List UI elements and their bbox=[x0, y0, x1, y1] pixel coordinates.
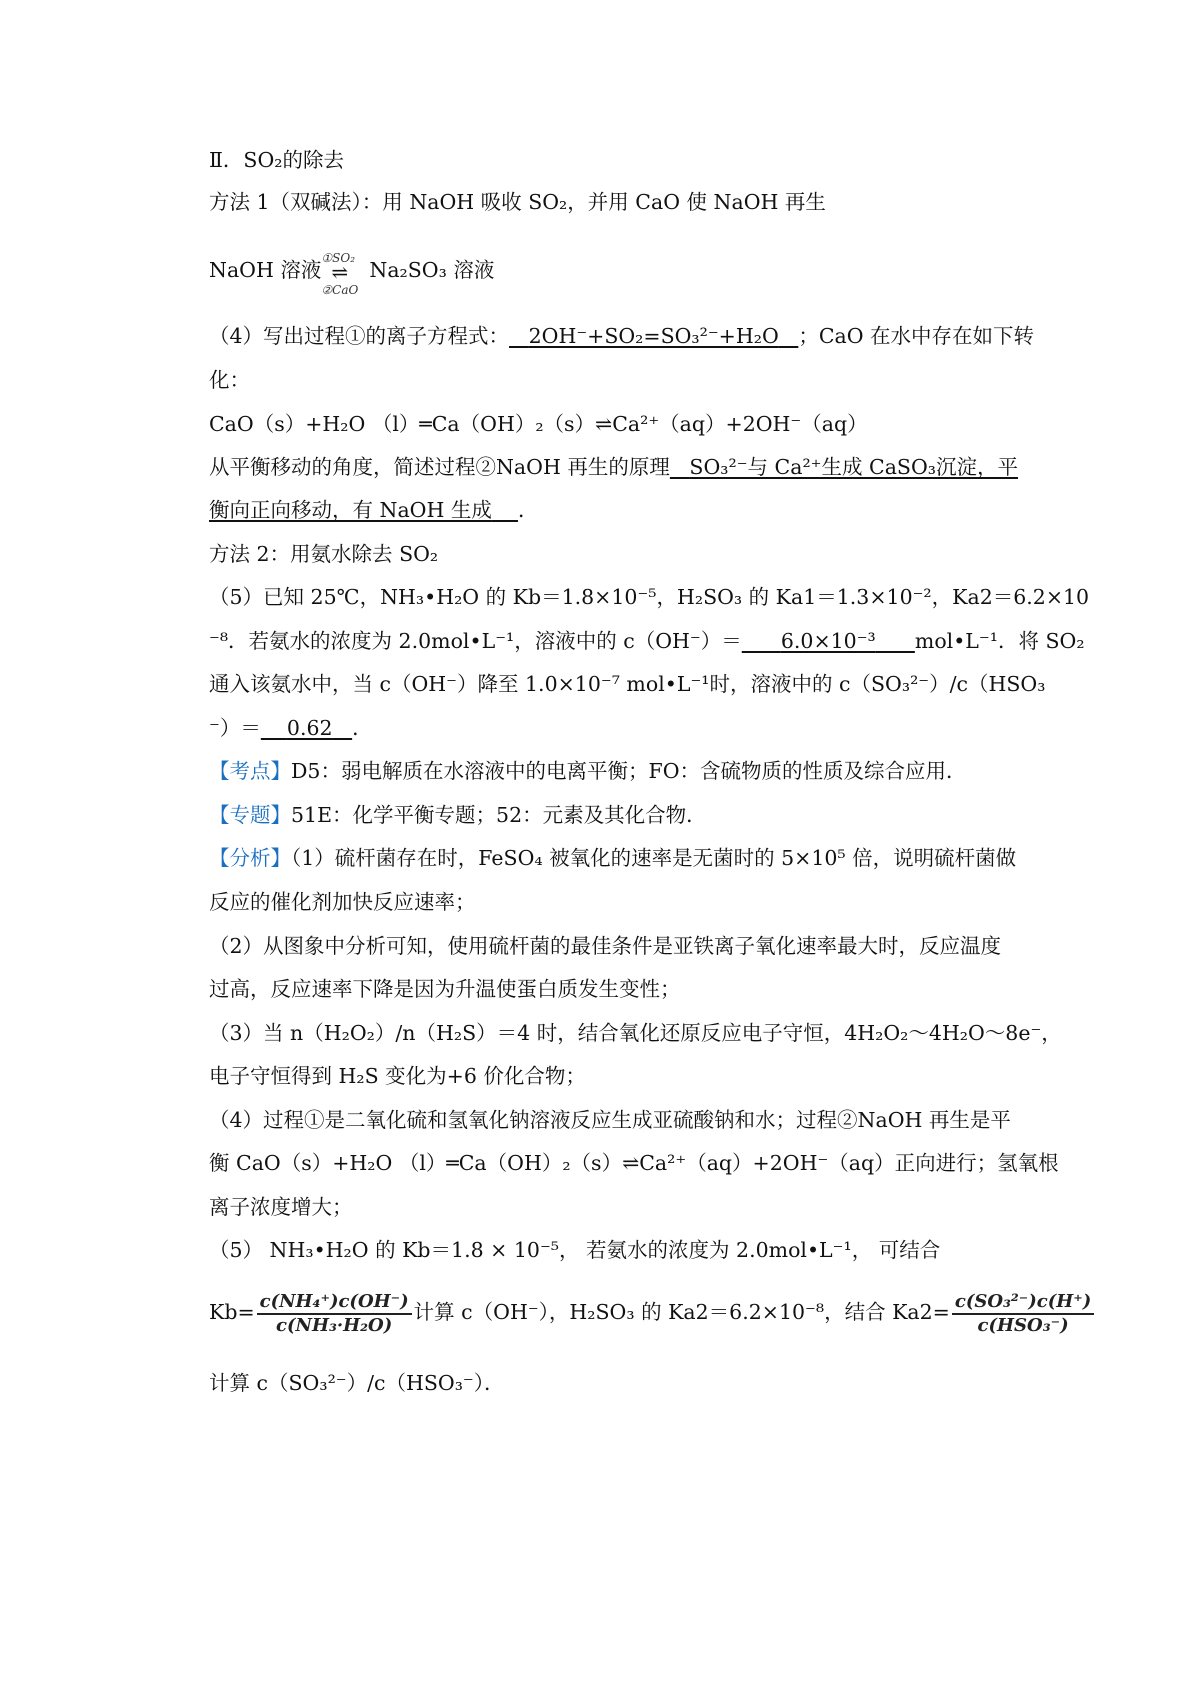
q5-line2 bbox=[209, 625, 1085, 657]
kaodian-text: D5：弱电解质在水溶液中的电离平衡；FO：含硫物质的性质及综合应用． bbox=[291, 759, 967, 783]
q4-line1 bbox=[209, 320, 1034, 352]
q4-principle-line2 bbox=[209, 494, 538, 526]
fenxi-formula-line bbox=[209, 1290, 1096, 1337]
scheme-bottom-label: ②CaO bbox=[321, 282, 359, 297]
fenxi-p5c: 计算 c（SO₃²⁻）/c（HSO₃⁻）． bbox=[209, 1371, 505, 1395]
section-heading: Ⅱ．SO₂的除去 bbox=[209, 148, 345, 172]
q4-principle-answer-b: 衡向正向移动，有 NaOH 生成 bbox=[209, 498, 492, 522]
period: ． bbox=[517, 498, 539, 522]
kb-label: Kb= bbox=[209, 1300, 255, 1324]
reversible-arrow bbox=[321, 250, 369, 297]
fenxi-line1 bbox=[209, 842, 1016, 874]
ka2-numerator: c(SO₃²⁻)c(H⁺) bbox=[952, 1291, 1094, 1315]
q5-prompt: ⁻⁸．若氨水的浓度为 2.0mol•L⁻¹，溶液中的 c（OH⁻）＝ bbox=[209, 629, 742, 653]
q4-prompt: （4）写出过程①的离子方程式： bbox=[209, 324, 510, 348]
q4-answer: 2OH⁻+SO₂=SO₃²⁻+H₂O bbox=[528, 324, 779, 348]
fenxi-p1b: 反应的催化剂加快反应速率； bbox=[209, 890, 476, 914]
q5-answer2: 0.62 bbox=[286, 716, 333, 740]
q5-prompt-end: ⁻）＝ bbox=[209, 716, 261, 740]
q5-line3: 通入该氨水中，当 c（OH⁻）降至 1.0×10⁻⁷ mol•L⁻¹时，溶液中的 c（SO₃²⁻）/c（HSO₃ bbox=[209, 672, 1046, 696]
fenxi-tag: 【分析】 bbox=[209, 846, 291, 870]
reaction-scheme bbox=[209, 250, 495, 297]
fenxi-p2a: （2）从图象中分析可知，使用硫杆菌的最佳条件是亚铁离子氧化速率最大时，反应温度 bbox=[209, 934, 1002, 958]
cao-equilibrium: CaO（s）+H₂O （l）═Ca（OH）₂（s）⇌Ca²⁺（aq）+2OH⁻（aq） bbox=[209, 412, 868, 436]
scheme-left: NaOH 溶液 bbox=[209, 258, 322, 282]
fenxi-p3a: （3）当 n（H₂O₂）/n（H₂S）＝4 时，结合氧化还原反应电子守恒，4H₂O₂～4H₂O～8e⁻， bbox=[209, 1021, 1062, 1045]
q5-prompt-cont: mol•L⁻¹．将 SO₂ bbox=[914, 629, 1085, 653]
fenxi-p4c: 离子浓度增大； bbox=[209, 1195, 353, 1219]
fenxi-p3b: 电子守恒得到 H₂S 变化为+6 价化合物； bbox=[209, 1064, 586, 1088]
equilibrium-arrow-icon: ⇌ bbox=[331, 259, 349, 284]
kb-numerator: c(NH₄⁺)c(OH⁻) bbox=[257, 1291, 412, 1315]
q4-prompt-cont: ；CaO 在水中存在如下转 bbox=[798, 324, 1035, 348]
fenxi-p5b: 计算 c（OH⁻），H₂SO₃ 的 Ka2＝6.2×10⁻⁸，结合 Ka2= bbox=[413, 1300, 950, 1324]
zhuanti-tag: 【专题】 bbox=[209, 803, 291, 827]
q4-principle-line1 bbox=[209, 451, 1018, 483]
fenxi-p1a: （1）硫杆菌存在时，FeSO₄ 被氧化的速率是无菌时的 5×10⁵ 倍，说明硫杆菌做 bbox=[291, 846, 1017, 870]
fenxi-p2b: 过高，反应速率下降是因为升温使蛋白质发生变性； bbox=[209, 977, 681, 1001]
kaodian-tag: 【考点】 bbox=[209, 759, 291, 783]
q5-line1: （5）已知 25℃，NH₃•H₂O 的 Kb＝1.8×10⁻⁵，H₂SO₃ 的 Ka1＝1.3×10⁻²，Ka2＝6.2×10 bbox=[209, 585, 1090, 609]
kb-denominator: c(NH₃·H₂O) bbox=[276, 1314, 393, 1336]
scheme-top-label: ①SO₂ bbox=[321, 250, 356, 265]
method2-line: 方法 2：用氨水除去 SO₂ bbox=[209, 542, 439, 566]
method1-line: 方法 1（双碱法）：用 NaOH 吸收 SO₂，并用 CaO 使 NaOH 再生 bbox=[209, 190, 826, 214]
kaodian-line bbox=[209, 755, 967, 787]
ka2-denominator: c(HSO₃⁻) bbox=[977, 1314, 1069, 1336]
kb-fraction bbox=[257, 1291, 412, 1337]
fenxi-p4b: 衡 CaO（s）+H₂O （l）═Ca（OH）₂（s）⇌Ca²⁺（aq）+2OH⁻（aq）正向进行；氢氧根 bbox=[209, 1151, 1059, 1175]
q5-answer1: 6.0×10⁻³ bbox=[780, 629, 876, 653]
period: ． bbox=[352, 716, 373, 740]
ka2-fraction bbox=[952, 1291, 1094, 1337]
fenxi-p5a: （5） NH₃•H₂O 的 Kb＝1.8 × 10⁻⁵， 若氨水的浓度为 2.0mol•L⁻¹， 可结合 bbox=[209, 1238, 941, 1262]
scheme-right: Na₂SO₃ 溶液 bbox=[369, 258, 495, 282]
q4-principle-answer-a: SO₃²⁻与 Ca²⁺生成 CaSO₃沉淀，平 bbox=[689, 455, 1018, 479]
zhuanti-text: 51E：化学平衡专题；52：元素及其化合物． bbox=[291, 803, 707, 827]
q4-principle-prompt: 从平衡移动的角度，简述过程②NaOH 再生的原理 bbox=[209, 455, 670, 479]
zhuanti-line bbox=[209, 799, 707, 831]
q4-line2: 化： bbox=[209, 368, 250, 392]
q5-line4 bbox=[209, 712, 373, 744]
fenxi-p4a: （4）过程①是二氧化硫和氢氧化钠溶液反应生成亚硫酸钠和水；过程②NaOH 再生是平 bbox=[209, 1108, 1011, 1132]
